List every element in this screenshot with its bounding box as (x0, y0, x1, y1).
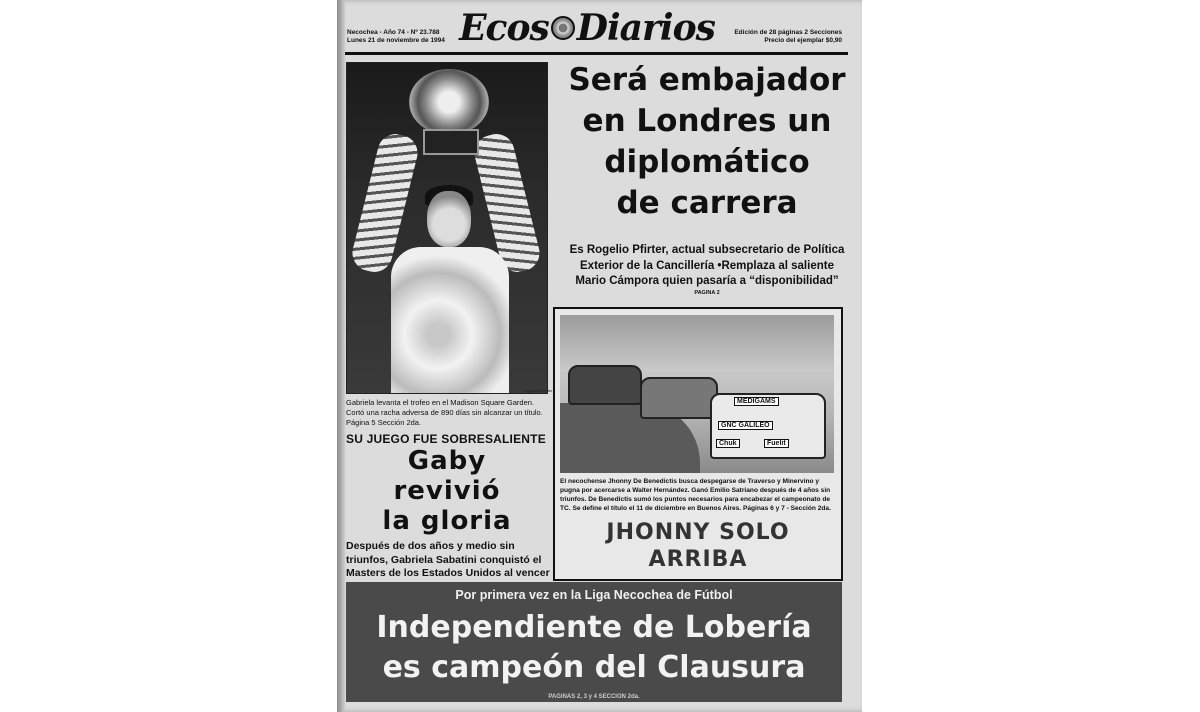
subheadline-line: Mario Cámpora quien pasaría a “disponibilidad” (575, 275, 839, 287)
band-kicker: Por primera vez en la Liga Necochea de Fútbol (455, 588, 733, 602)
logo-word-ecos: Ecos (459, 7, 549, 49)
seal-icon (551, 16, 575, 40)
page-binding (337, 0, 345, 712)
photo-head (427, 191, 471, 247)
subheadline-line: Es Rogelio Pfirter, actual subsecretario de Política (569, 244, 845, 256)
race-caption: El necochense Jhonny De Benedictis busca despegarse de Traverso y Minervino y pugna por acercarse a Walter Hernández. Ganó Emilio Satriano después de 4 años sin triunfos. De Benedictis sumó los puntos necesarios para encabezar el campeonato de TC. Se define el título el 11 de diciembre en Buenos Aires. Páginas 6 y 7 - Sección 2da. (560, 478, 831, 512)
edition-number: Necochea - Año 74 - Nº 23.788 (347, 29, 440, 36)
masthead-edition-info (347, 29, 445, 45)
photo-trophy-base (423, 129, 479, 155)
band-page-ref: PAGINAS 2, 3 y 4 SECCION 2da. (548, 694, 640, 700)
car-decal: Fuelit (764, 439, 789, 448)
headline-line: revivió (393, 476, 501, 506)
race-story-box (553, 307, 843, 581)
lead-headline (557, 60, 857, 224)
car-decal: Chuk (716, 439, 740, 448)
photo-caption: Gabriela levanta el trofeo en el Madison Square Garden. Cortó una racha adversa de 890 días sin alcanzar un título. Página 5 Sección 2da. (346, 398, 543, 427)
car-decal: MEDIGAMS (734, 397, 779, 406)
race-cars-photo (560, 315, 834, 473)
newspaper-logo (457, 6, 717, 50)
sabatini-trophy-photo (346, 62, 548, 394)
edition-pages: Edición de 28 páginas 2 Secciones (734, 29, 842, 36)
lead-page-ref: PAGINA 2 (694, 290, 720, 296)
headline-line: de carrera (616, 185, 798, 221)
masthead-rule (345, 52, 848, 55)
photo-torso (391, 247, 509, 393)
lead-subheadline (559, 243, 855, 290)
logo-word-diarios: Diarios (576, 7, 715, 49)
photo-credit: Agencia Reuter (525, 388, 553, 393)
photo-car (568, 365, 642, 405)
headline-line: Gaby (407, 446, 487, 476)
masthead-price-info (734, 29, 842, 45)
race-headline (557, 519, 839, 573)
newspaper-front-page (337, 0, 862, 712)
headline-line: ARRIBA (648, 547, 748, 572)
story-headline (342, 446, 552, 536)
headline-line: diplomático (604, 144, 810, 180)
photo-trophy (409, 69, 489, 135)
headline-line: es campeón del Clausura (382, 650, 806, 685)
edition-date: Lunes 21 de noviembre de 1994 (347, 37, 445, 44)
headline-line: en Londres un (582, 103, 832, 139)
football-story-band (346, 582, 842, 702)
headline-line: Independiente de Lobería (376, 610, 812, 645)
photo-car-lead (710, 393, 826, 459)
story-body: Después de dos años y medio sin triunfos, Gabriela Sabatini conquistó el Masters de los Estados Unidos al vencer (346, 540, 550, 579)
edition-price: Precio del ejemplar $0,90 (764, 37, 842, 44)
band-headline (350, 608, 838, 688)
headline-line: la gloria (382, 506, 512, 536)
car-decal: GNC GALILEO (718, 421, 773, 430)
headline-line: JHONNY SOLO (606, 520, 790, 545)
photo-car (640, 377, 718, 419)
subheadline-line: Exterior de la Cancillería •Remplaza al saliente (580, 259, 834, 272)
story-kicker: SU JUEGO FUE SOBRESALIENTE (346, 432, 546, 446)
headline-line: Será embajador (568, 62, 846, 98)
